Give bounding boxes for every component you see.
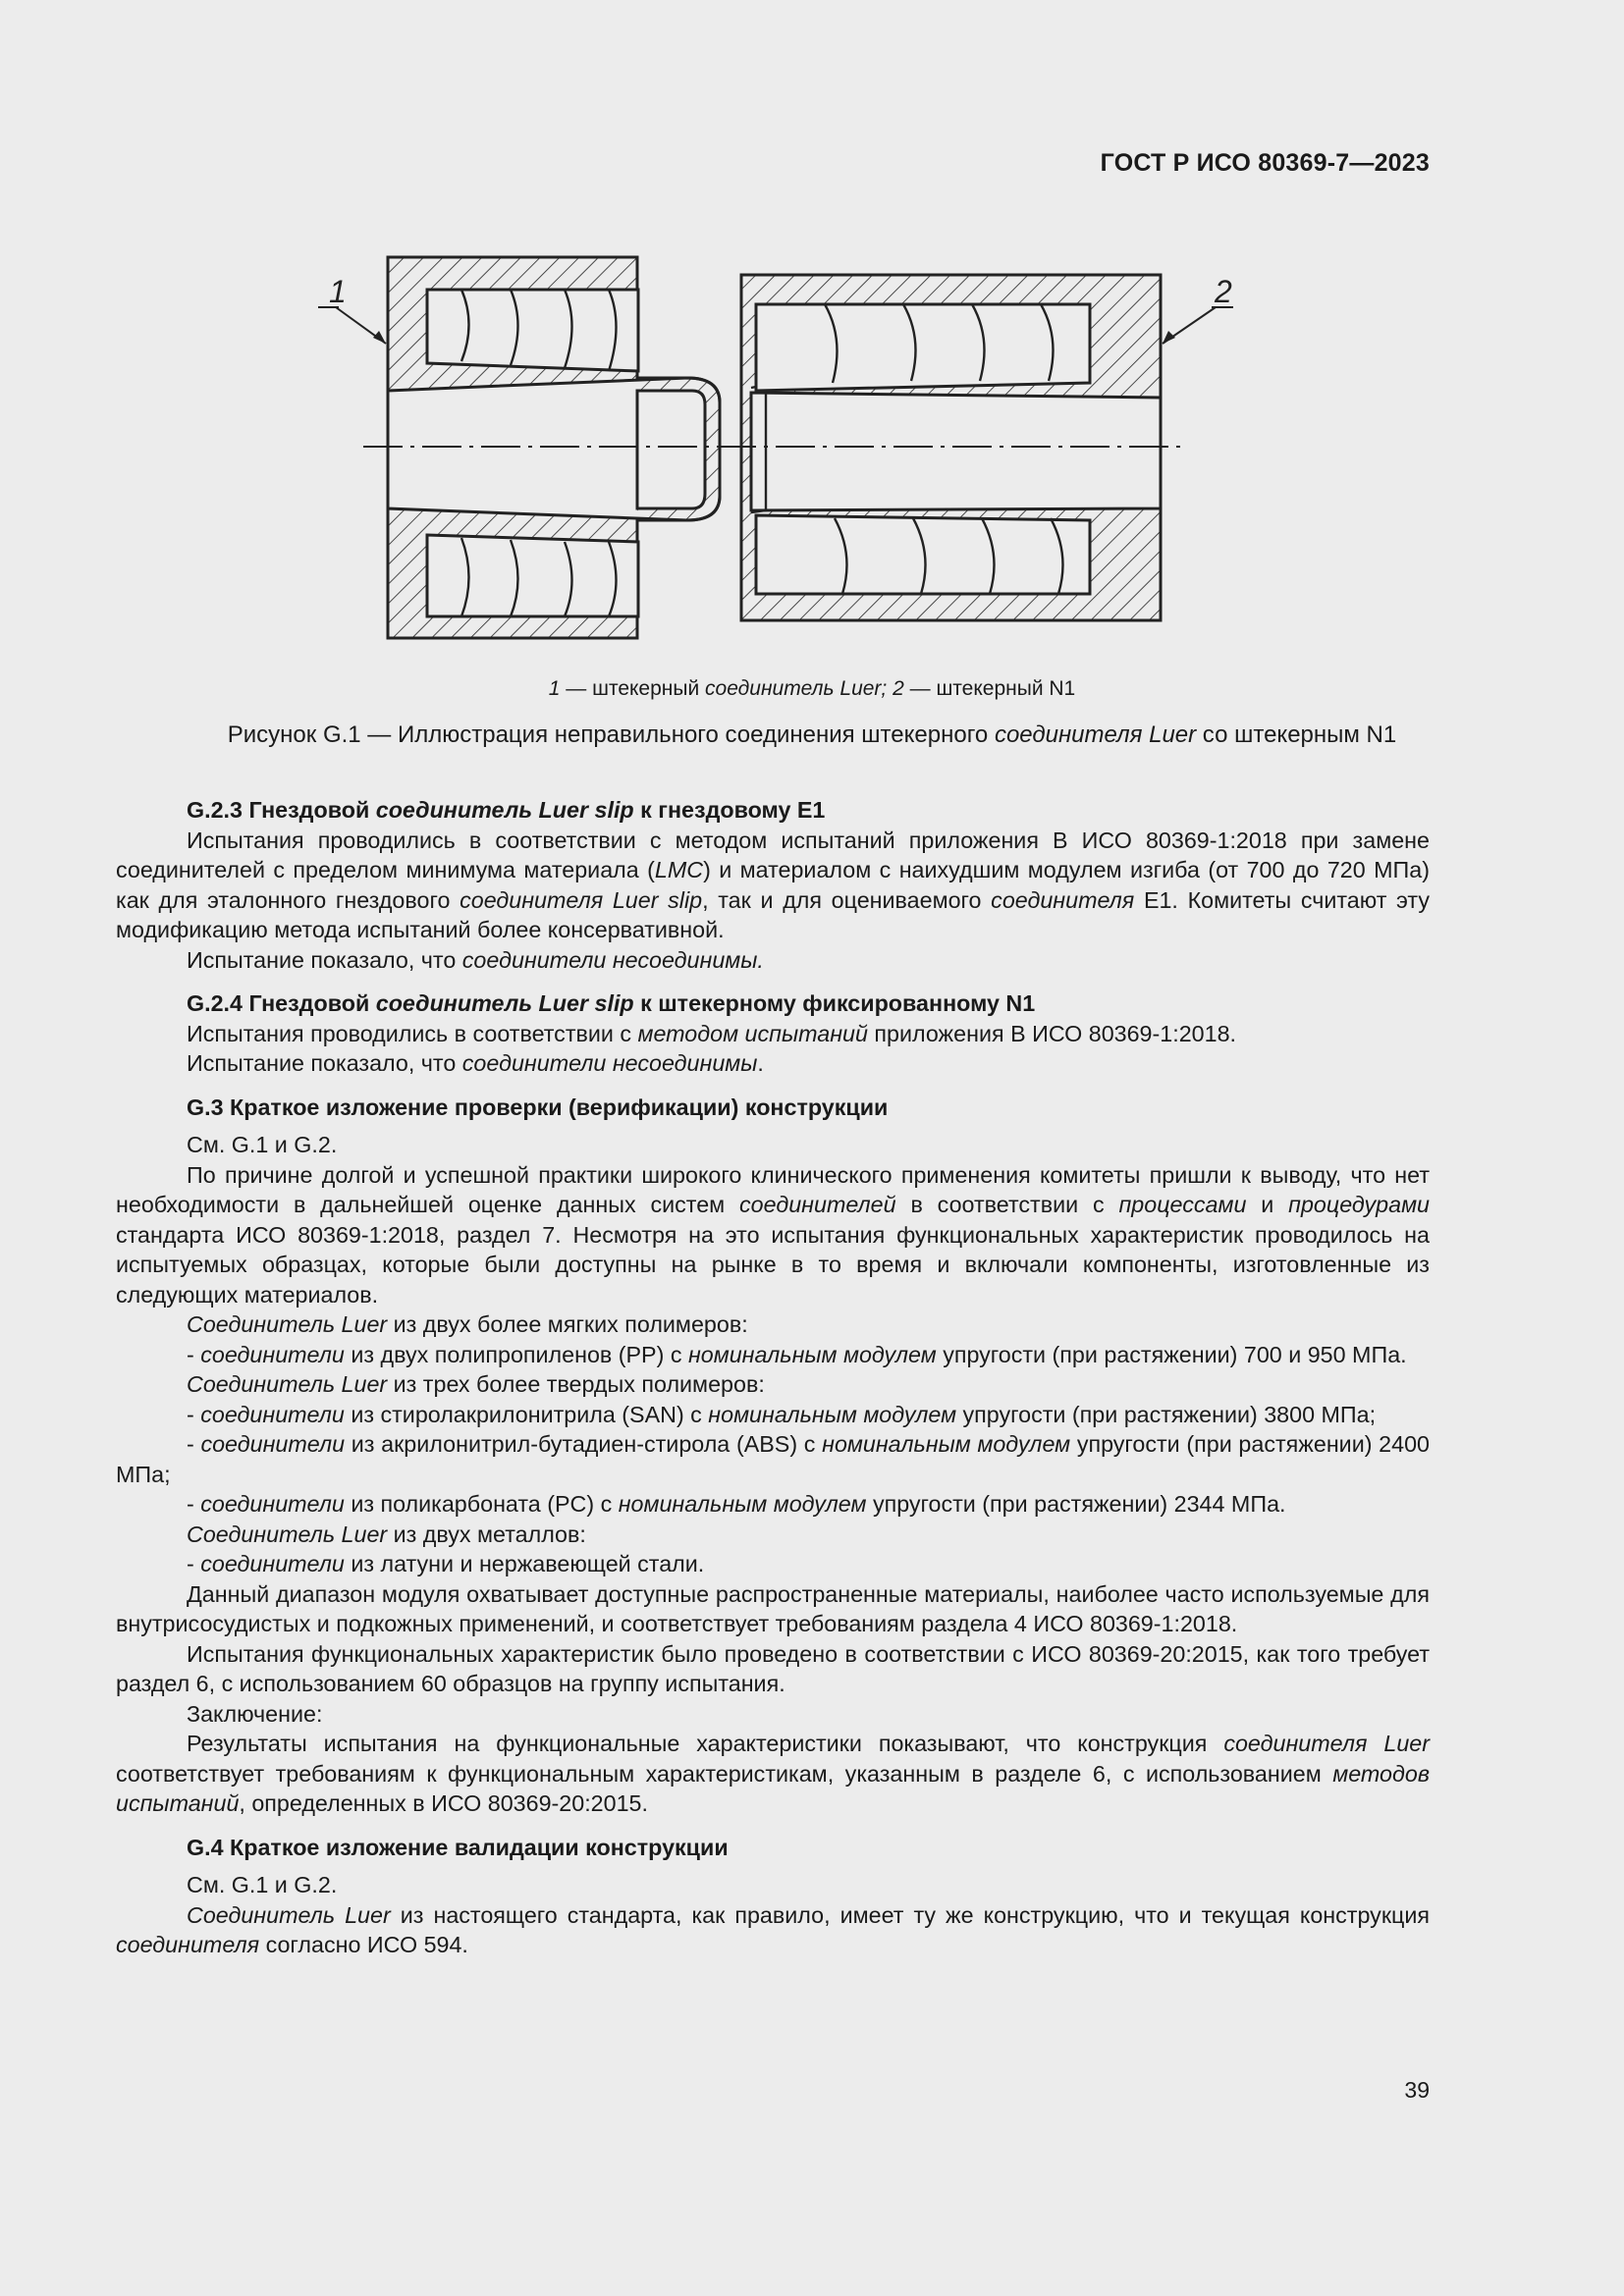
paragraph: Испытания проводились в соответствии с методом испытаний приложения В ИСО 80369-1:2018 при замене соединителей с пределом минимума материала (LMC) и материалом с наихудшим модулем изгиба (от 700 до 720 МПа) как для эталонного гнездового соединителя Luer slip, так и для оцениваемого соединителя E1. Комитеты считают эту модификацию метода испытаний более консервативной.	[116, 827, 1430, 942]
paragraph: Результаты испытания на функциональные характеристики показывают, что конструкция соединителя Luer соответствует требованиям к функциональным характеристикам, указанным в разделе 6, с использованием методов испытаний, определенных в ИСО 80369-20:2015.	[116, 1731, 1431, 1816]
paragraph: Испытание показало, что соединители несоединимы.	[187, 946, 764, 973]
paragraph: Соединитель Luer из двух более мягких полимеров:	[187, 1311, 748, 1337]
callout-2: 2	[1215, 274, 1232, 309]
paragraph: См. G.1 и G.2.	[187, 1872, 338, 1897]
paragraph: Соединитель Luer из трех более твердых полимеров:	[187, 1371, 765, 1397]
paragraph: Испытания функциональных характеристик было проведено в соответствии с ИСО 80369-20:2015, как того требует раздел 6, с использованием 60 образцов на группу испытания.	[116, 1640, 1430, 1696]
list-item: - соединители из стиролакрилонитрила (SAN) с номинальным модулем упругости (при растяжении) 3800 МПа;	[187, 1401, 1377, 1427]
page-number: 39	[1404, 2077, 1430, 2103]
document-body	[116, 795, 1430, 1960]
paragraph: Испытания проводились в соответствии с методом испытаний приложения В ИСО 80369-1:2018.	[187, 1020, 1237, 1046]
section-heading-g4: G.4 Краткое изложение валидации конструкции	[187, 1834, 729, 1860]
section-heading-g223: G.2.3 Гнездовой соединитель Luer slip к гнездовому E1	[187, 797, 826, 823]
document-header: ГОСТ Р ИСО 80369-7—2023	[1100, 149, 1430, 177]
callout-1: 1	[329, 274, 347, 309]
list-item: - соединители из поликарбоната (PC) с номинальным модулем упругости (при растяжении) 2344 МПа.	[187, 1491, 1286, 1517]
paragraph: См. G.1 и G.2.	[187, 1132, 338, 1157]
list-item: - соединители из двух полипропиленов (PP) с номинальным модулем упругости (при растяжении) 700 и 950 МПа.	[187, 1341, 1407, 1367]
paragraph: Заключение:	[187, 1700, 323, 1727]
connector-drawing	[314, 250, 1232, 643]
section-heading-g224: G.2.4 Гнездовой соединитель Luer slip к штекерному фиксированному N1	[187, 990, 1036, 1016]
figure-legend: 1 — штекерный соединитель Luer; 2 — штекерный N1	[548, 677, 1076, 700]
paragraph: Данный диапазон модуля охватывает доступные распространенные материалы, наиболее часто используемые для внутрисосудистых и подкожных применений, и соответствует требованиям раздела 4 ИСО 80369-1:2018.	[116, 1580, 1430, 1636]
section-heading-g3: G.3 Краткое изложение проверки (верификации) конструкции	[187, 1094, 889, 1120]
list-item: - соединители из акрилонитрил-бутадиен-стирола (ABS) с номинальным модулем упругости (при растяжении) 2400 МПа;	[116, 1431, 1430, 1487]
paragraph: Соединитель Luer из двух металлов:	[187, 1521, 586, 1547]
list-item: - соединители из латуни и нержавеющей стали.	[187, 1551, 705, 1576]
figure-caption: Рисунок G.1 — Иллюстрация неправильного соединения штекерного соединителя Luer со штекерным N1	[227, 721, 1397, 748]
paragraph: Испытание показало, что соединители несоединимы.	[187, 1050, 764, 1076]
paragraph: Соединитель Luer из настоящего стандарта, как правило, имеет ту же конструкцию, что и текущая конструкция соединителя согласно ИСО 594.	[116, 1901, 1430, 1957]
paragraph: По причине долгой и успешной практики широкого клинического применения комитеты пришли к выводу, что нет необходимости в дальнейшей оценке данных систем соединителей в соответствии с процессами и процедурами стандарта ИСО 80369-1:2018, раздел 7. Несмотря на это испытания функциональных характеристик проводилось на испытуемых образцах, которые были доступны на рынке в то время и включали компоненты, изготовленные из следующих материалов.	[116, 1161, 1430, 1308]
